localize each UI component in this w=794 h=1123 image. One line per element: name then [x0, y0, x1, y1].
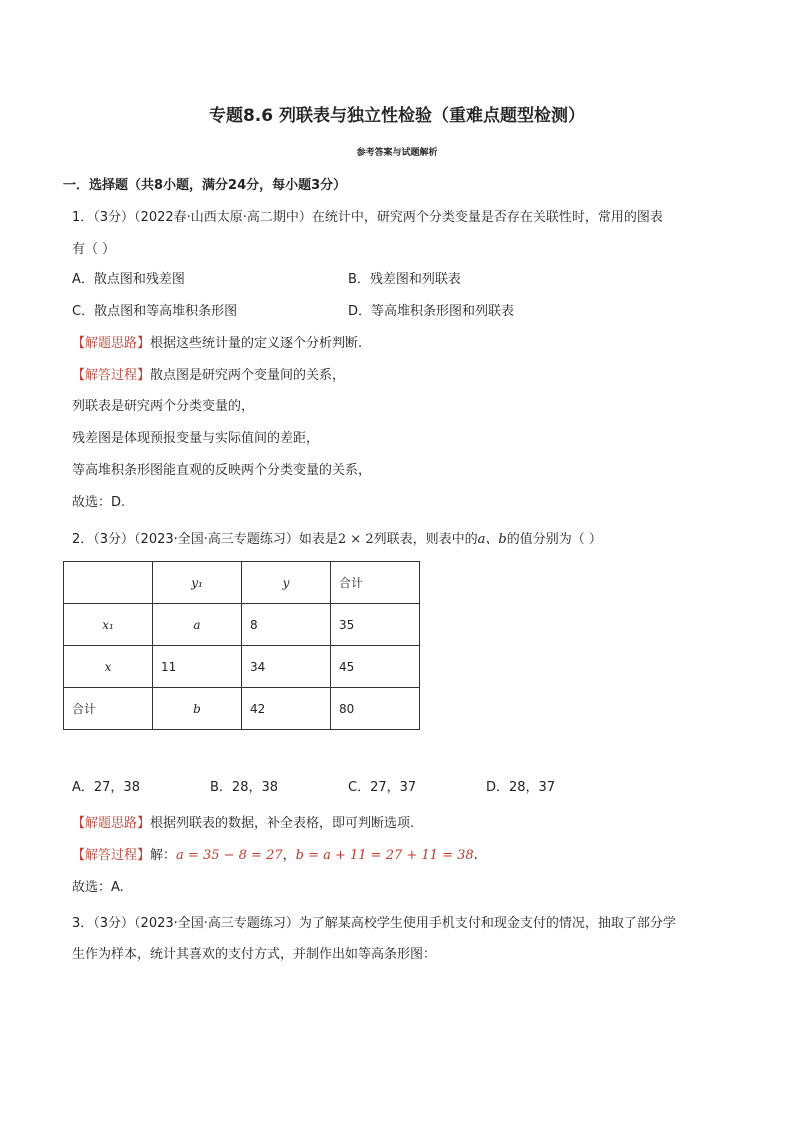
q2-answer: 故选：A.	[72, 880, 124, 895]
q2-stem-ab: a、b	[477, 532, 507, 547]
q2-equation-end: .	[473, 848, 478, 863]
table-cell: 45	[331, 646, 420, 688]
table-row	[64, 646, 420, 688]
q2-stem-mid: 列联表，则表中的	[373, 532, 478, 547]
page-subtitle: 参考答案与试题解析	[356, 148, 438, 158]
q1-process-tag: 【解答过程】	[72, 368, 151, 383]
q2-equation-a: a = 35 − 8 = 27	[176, 848, 283, 863]
table-cell: 34	[242, 646, 331, 688]
q2-hint-text: 根据列联表的数据，补全表格，即可判断选项.	[150, 816, 415, 831]
q2-stem-post: 的值分别为（ ）	[506, 532, 602, 547]
q1-option-d: D．等高堆积条形图和列联表	[348, 304, 515, 319]
q2-stem-math: 2 × 2	[337, 532, 374, 547]
q2-stem	[72, 532, 602, 548]
table-cell: 8	[242, 604, 331, 646]
q2-option-d: D．28，37	[486, 780, 556, 795]
q1-process-line3: 残差图是体现预报变量与实际值间的差距，	[72, 431, 320, 446]
q2-equation-b: b = a + 11 = 27 + 11 = 38	[295, 848, 474, 863]
q2-option-b: B．28，38	[210, 780, 279, 795]
q2-hint	[72, 816, 414, 832]
q1-process-line4: 等高堆积条形图能直观的反映两个分类变量的关系，	[72, 463, 372, 478]
table-cell: x₁	[64, 604, 153, 646]
table-cell: b	[153, 688, 242, 730]
q1-process-line1: 散点图是研究两个变量间的关系，	[150, 368, 346, 383]
q1-stem-line2: 有（ ）	[72, 242, 116, 257]
q2-hint-tag: 【解题思路】	[72, 816, 151, 831]
table-cell: a	[153, 604, 242, 646]
table-cell: 42	[242, 688, 331, 730]
q1-process-line2: 列联表是研究两个分类变量的，	[72, 399, 255, 414]
table-cell: 80	[331, 688, 420, 730]
q1-hint-text: 根据这些统计量的定义逐个分析判断.	[150, 336, 363, 351]
q1-option-b: B．残差图和列联表	[348, 272, 461, 287]
q1-stem-line1: 1．（3分）（2022春·山西太原·高二期中）在统计中，研究两个分类变量是否存在关联性时，常用的图表	[72, 210, 663, 225]
page-title: 专题8.6 列联表与独立性检验（重难点题型检测）	[208, 106, 586, 126]
table-cell: x	[64, 646, 153, 688]
q2-option-a: A．27，38	[72, 780, 140, 795]
q2-process-tag: 【解答过程】	[72, 848, 151, 863]
table-cell: 合计	[331, 562, 420, 604]
q2-stem-pre: 2．（3分）（2023·全国·高三专题练习）如表是	[72, 532, 338, 547]
q2-equation-sep: ，	[282, 848, 296, 863]
q1-answer: 故选：D.	[72, 495, 126, 510]
table-row	[64, 562, 420, 604]
contingency-table	[63, 561, 420, 730]
q2-process-pre: 解：	[150, 848, 177, 863]
table-cell	[64, 562, 153, 604]
q1-option-c: C．散点图和等高堆积条形图	[72, 304, 238, 319]
table-row	[64, 688, 420, 730]
table-cell: 11	[153, 646, 242, 688]
q3-stem-line2: 生作为样本，统计其喜欢的支付方式，并制作出如等高条形图：	[72, 947, 437, 962]
section-heading: 一．选择题（共8小题，满分24分，每小题3分）	[63, 178, 347, 193]
q1-hint-tag: 【解题思路】	[72, 336, 151, 351]
q2-option-c: C．27，37	[348, 780, 417, 795]
table-cell: y₁	[153, 562, 242, 604]
q1-option-a: A．散点图和残差图	[72, 272, 185, 287]
q1-process	[72, 368, 345, 384]
table-cell: y	[242, 562, 331, 604]
table-row	[64, 604, 420, 646]
q2-process	[72, 848, 478, 864]
table-cell: 35	[331, 604, 420, 646]
q1-hint	[72, 336, 362, 352]
table-cell: 合计	[64, 688, 153, 730]
q3-stem-line1: 3．（3分）（2023·全国·高三专题练习）为了解某高校学生使用手机支付和现金支付的情况，抽取了部分学	[72, 916, 676, 931]
